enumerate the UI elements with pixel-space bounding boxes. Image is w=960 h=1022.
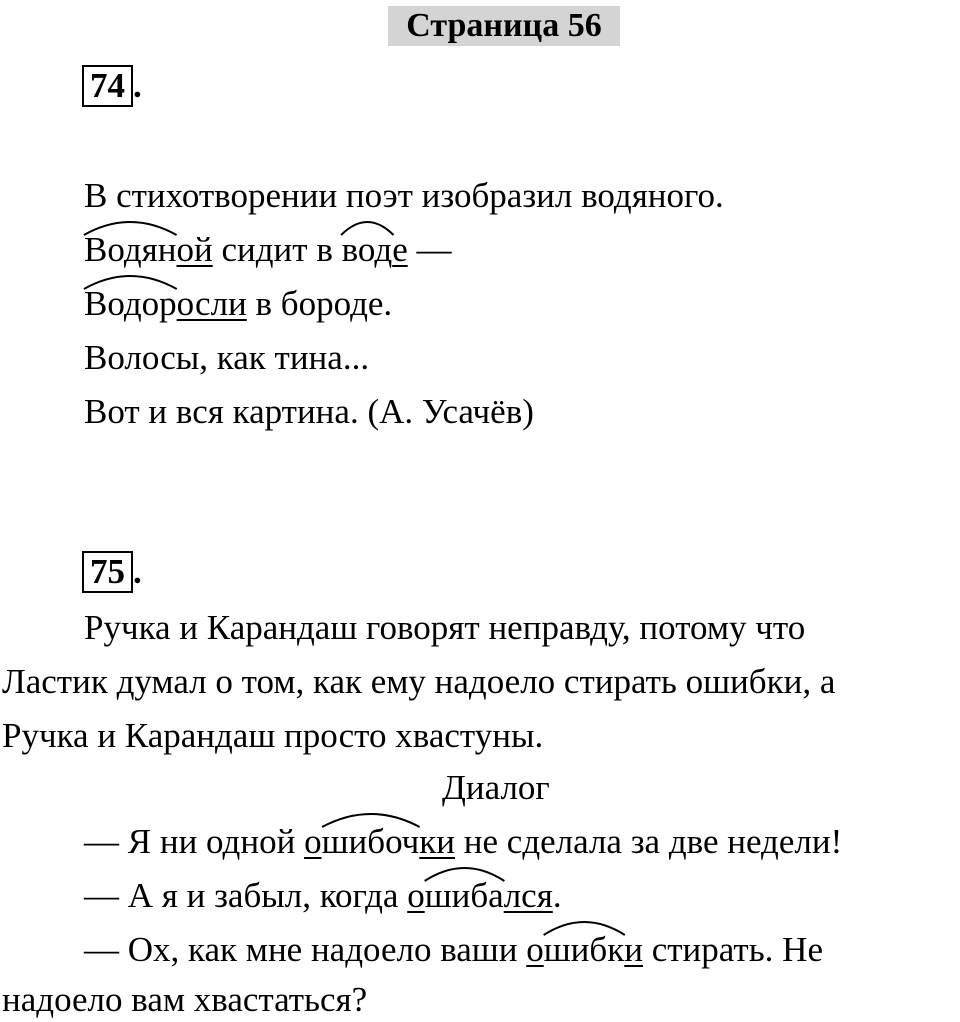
dialog-line-1: — Я ни одной о шибочки не сделала за две недели! — [84, 820, 842, 864]
word-root: шиба — [425, 874, 504, 918]
exercise-number-box: 74 — [82, 65, 133, 107]
underlined-word: Водяной — [84, 230, 213, 269]
underlined-word: о шибки — [526, 930, 643, 969]
poem-line-2: Водоросли в бороде. — [84, 282, 392, 326]
exercise-75-number — [82, 550, 142, 594]
word-root: Водян — [84, 228, 176, 272]
paragraph-line-1: Ручка и Карандаш говорят неправду, потому что — [84, 608, 806, 647]
word-root: Водор — [84, 282, 177, 326]
underlined-word: Водоросли — [84, 284, 247, 323]
poem-line-4: Вот и вся картина. (А. Усачёв) — [84, 392, 534, 431]
dialog-line-2: — А я и забыл, когда о шибался. — [84, 874, 562, 918]
word-root: вод — [342, 228, 393, 272]
exercise-number-period: . — [133, 552, 142, 591]
underlined-word: воде — [342, 230, 408, 269]
dialog-line-3: — Ох, как мне надоело ваши о шибки стирать. Не — [84, 928, 823, 972]
exercise-number-period: . — [133, 66, 142, 105]
word-root: шибк — [544, 928, 625, 972]
dialog-heading: Диалог — [442, 768, 550, 807]
page-title: Страница 56 — [388, 6, 620, 46]
underlined-word: о шибочки — [304, 822, 455, 861]
exercise-74-intro: В стихотворении поэт изобразил водяного. — [84, 176, 724, 215]
paragraph-line-3: Ручка и Карандаш просто хвастуны. — [2, 716, 544, 755]
exercise-number-box: 75 — [82, 551, 133, 593]
poem-line-3: Волосы, как тина... — [84, 338, 370, 377]
paragraph-line-2: Ластик думал о том, как ему надоело стирать ошибки, а — [2, 662, 836, 701]
word-root: шибоч — [322, 820, 420, 864]
dialog-line-3-continuation: надоело вам хвастаться? — [2, 980, 368, 1019]
underlined-word: о шибался — [407, 876, 553, 915]
poem-line-1: Водяной сидит в воде — — [84, 228, 451, 272]
exercise-74-number — [82, 64, 142, 108]
